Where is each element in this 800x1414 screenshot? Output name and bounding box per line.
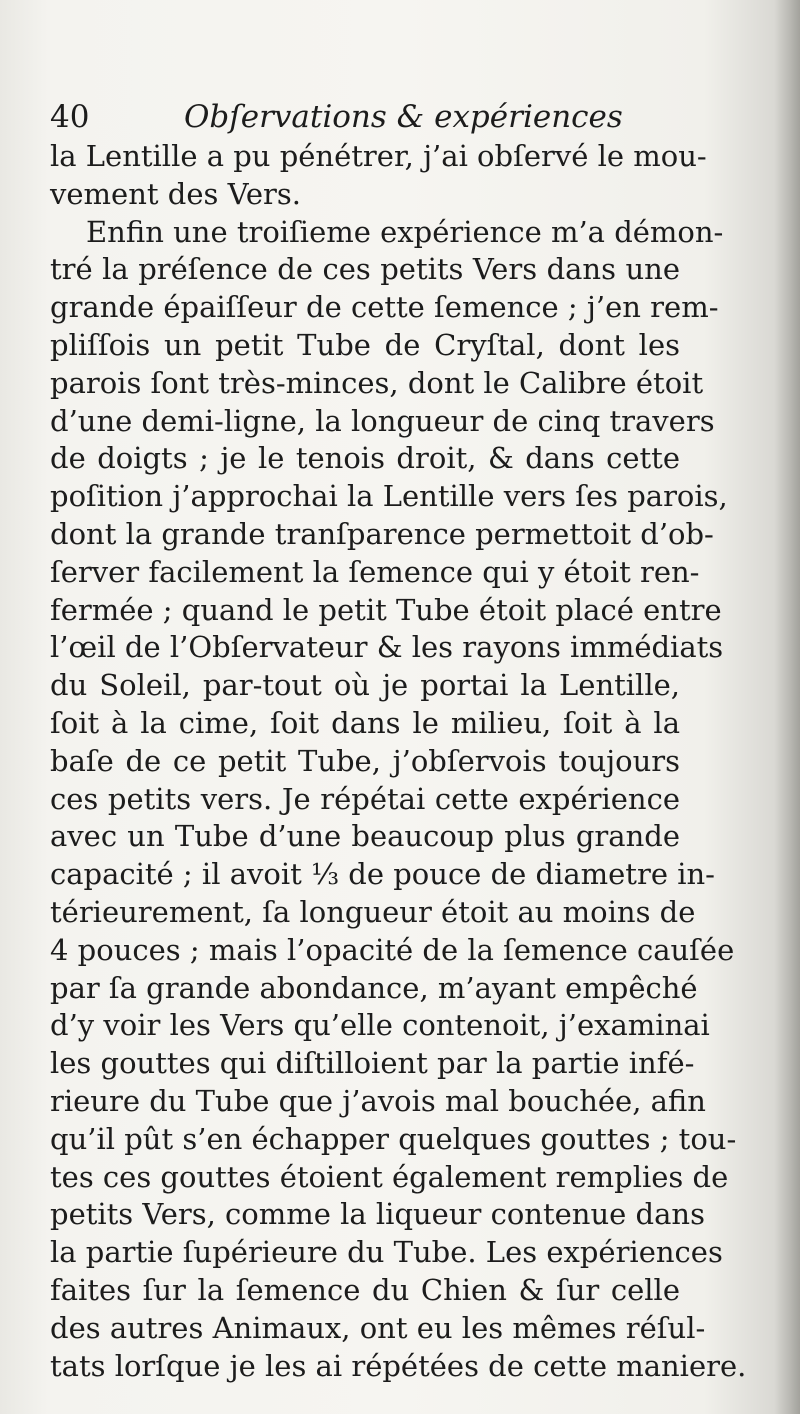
- text-line: dont la grande tranſparence permettoit d’ob-: [50, 516, 714, 551]
- text-line: grande épaiſſeur de cette ſemence ; j’en rem-: [50, 290, 719, 325]
- text-line: d’y voir les Vers qu’elle contenoit, j’examinai: [50, 1008, 710, 1043]
- text-line: baſe de ce petit Tube, j’obſervois toujours: [50, 743, 680, 778]
- text-line: parois ſont très-minces, dont le Calibre étoit: [50, 365, 704, 400]
- text-line: les gouttes qui diſtilloient par la partie infé-: [50, 1046, 695, 1081]
- text-line: faites ſur la ſemence du Chien & ſur celle: [50, 1272, 680, 1307]
- text-line: d’une demi-ligne, la longueur de cinq travers: [50, 403, 715, 438]
- text-line: l’œil de l’Obſervateur & les rayons immédiats: [50, 630, 724, 665]
- text-line: la partie ſupérieure du Tube. Les expériences: [50, 1235, 723, 1270]
- running-title: Obſervations & expériences: [184, 99, 623, 135]
- text-line: la Lentille a pu pénétrer, j’ai obſervé le mou-: [50, 139, 707, 173]
- text-line: pliſſois un petit Tube de Cryſtal, dont les: [50, 327, 680, 362]
- text-line: rieure du Tube que j’avois mal bouchée, afin: [50, 1083, 706, 1118]
- text-line: de doigts ; je le tenois droit, & dans cette: [50, 441, 680, 476]
- text-line: du Soleil, par-tout où je portai la Lentille,: [50, 668, 680, 703]
- text-line: des autres Animaux, ont eu les mêmes réſul-: [50, 1310, 706, 1345]
- page-edge-shadow: [774, 0, 800, 1414]
- text-line: fermée ; quand le petit Tube étoit placé entre: [50, 592, 722, 627]
- text-line: poſition j’approchai la Lentille vers ſes parois,: [50, 479, 728, 514]
- body-text: [50, 138, 747, 1385]
- page-number: 40: [50, 99, 90, 135]
- text-line: qu’il pût s’en échapper quelques gouttes ; tou-: [50, 1121, 737, 1156]
- text-line: ſerver facilement la ſemence qui y étoit ren-: [50, 554, 700, 589]
- text-line: vement des Vers.: [50, 176, 301, 211]
- page-header: [50, 94, 623, 140]
- text-line: ſoit à la cime, ſoit dans le milieu, ſoit à la: [50, 705, 680, 740]
- text-line: tats lorſque je les ai répétées de cette maniere.: [50, 1348, 747, 1383]
- text-line: avec un Tube d’une beaucoup plus grande: [50, 819, 680, 854]
- text-line: capacité ; il avoit ⅓ de pouce de diametre in-: [50, 857, 715, 892]
- text-line: ces petits vers. Je répétai cette expérience: [50, 781, 680, 816]
- text-line: Enfin une troiſieme expérience m’a démon-: [86, 214, 724, 249]
- text-line: petits Vers, comme la liqueur contenue dans: [50, 1197, 705, 1232]
- text-line: par ſa grande abondance, m’ayant empêché: [50, 970, 698, 1005]
- text-line: tré la préſence de ces petits Vers dans une: [50, 252, 680, 287]
- text-line: 4 pouces ; mais l’opacité de la ſemence cauſée: [50, 932, 735, 967]
- text-line: térieurement, ſa longueur étoit au moins de: [50, 894, 696, 929]
- text-line: tes ces gouttes étoient également remplies de: [50, 1159, 729, 1194]
